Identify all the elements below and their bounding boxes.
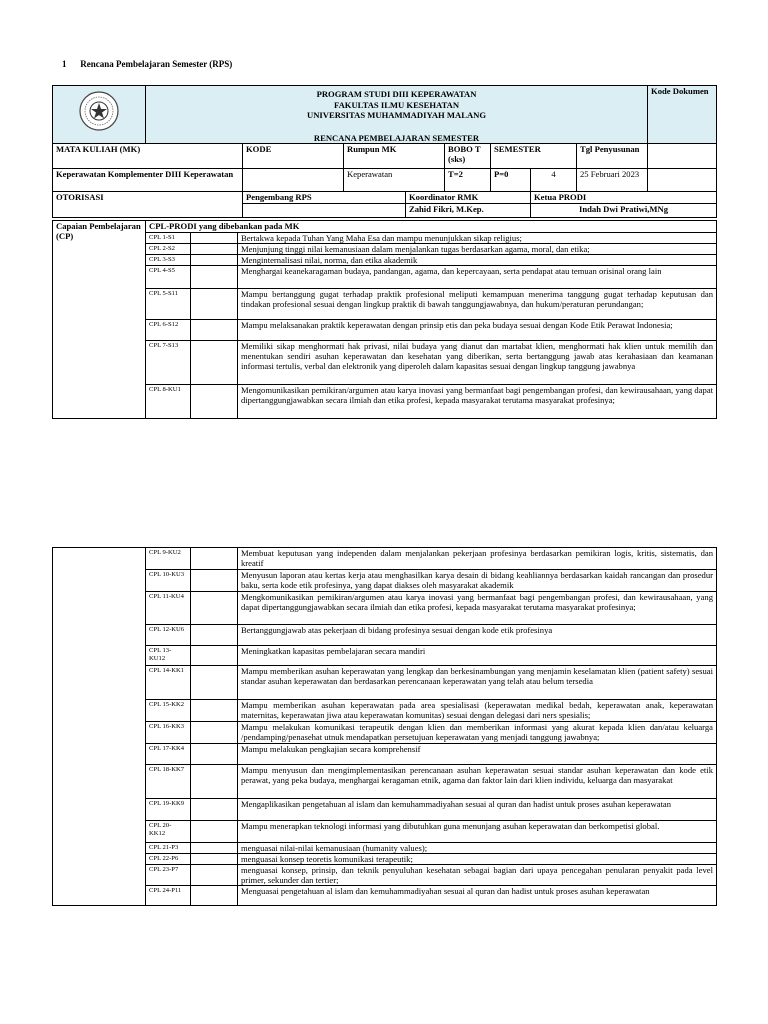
rmk-coordinator-name: Zahid Fikri, M.Kep. <box>406 204 531 218</box>
cpl-description: Mampu memberikan asuhan keperawatan yang lengkap dan berkesinambungan yang menjamin keselamatan klien (patient safety) sesuai standar asuhan keperawatan dan berdasarkan perencanaan keperawatan yang telah atau belum tersedia <box>238 666 717 700</box>
cpl-description: Mampu bertanggung gugat terhadap praktik profesional meliputi kemampuan menerima tanggung gugat terhadap keputusan dan tindakan profesional sesuai dengan lingkup praktik di bawah tanggungjawabnya, dan hukum/peraturan perundangan; <box>238 289 717 320</box>
cpl-code: CPL 7-S13 <box>146 341 191 385</box>
practice-credits: P=0 <box>491 169 531 192</box>
program-name: PROGRAM STUDI DIII KEPERAWATAN <box>316 89 477 99</box>
cpl-blank <box>191 886 238 906</box>
cpl-row <box>53 646 717 666</box>
faculty-name: FAKULTAS ILMU KESEHATAN <box>333 99 460 110</box>
semester-label: SEMESTER <box>491 144 577 169</box>
cpl-blank <box>191 765 238 799</box>
cpl-blank <box>191 700 238 722</box>
cpl-row <box>53 244 717 255</box>
cpl-description: Bertakwa kepada Tuhan Yang Maha Esa dan mampu menunjukkan sikap religius; <box>238 233 717 244</box>
cpl-row <box>53 799 717 821</box>
cpl-row <box>53 266 717 289</box>
cpl-code: CPL 22-P6 <box>146 854 191 865</box>
cpl-code: CPL 14-KK1 <box>146 666 191 700</box>
cpl-blank <box>191 843 238 854</box>
cpl-code: CPL 24-P11 <box>146 886 191 906</box>
cpl-row <box>53 289 717 320</box>
cpl-table-page-1 <box>52 220 717 419</box>
code-label: KODE <box>243 144 344 169</box>
cpl-description: menguasai nilai-nilai kemanusiaan (humanity values); <box>238 843 717 854</box>
cpl-row <box>53 843 717 854</box>
section-heading <box>62 59 232 69</box>
cpl-code: CPL 4-S5 <box>146 266 191 289</box>
cpl-blank <box>191 255 238 266</box>
cpl-blank <box>191 646 238 666</box>
compiled-date: 25 Februari 2023 <box>577 169 648 192</box>
cpl-code: CPL 11-KU4 <box>146 592 191 625</box>
cpl-row <box>53 666 717 700</box>
bobot-label: BOBO T (sks) <box>445 144 491 169</box>
cpl-description: Mampu menerapkan teknologi informasi yang dibutuhkan guna menunjang asuhan keperawatan dan berkompetisi global. <box>238 821 717 843</box>
course-rumpun: Keperawatan <box>344 169 445 192</box>
cpl-row <box>53 722 717 744</box>
head-of-program-name: Indah Dwi Pratiwi,MNg <box>531 204 717 218</box>
cpl-code: CPL 23-P7 <box>146 865 191 886</box>
cpl-row <box>53 821 717 843</box>
cpl-code: CPL 5-S11 <box>146 289 191 320</box>
cpl-blank <box>191 548 238 570</box>
university-name: UNIVERSITAS MUHAMMADIYAH MALANG <box>307 110 487 120</box>
cpl-blank <box>191 266 238 289</box>
section-number: 1 <box>62 59 67 69</box>
cpl-description: Memiliki sikap menghormati hak privasi, nilai budaya yang dianut dan martabat klien, menghormati hak klien untuk memilih dan menentukan sendiri asuhan keperawatan dan kesehatan yang diberikan, serta bertanggung jawab atas kerahasiaan dan keamanan informasi tertulis, verbal dan elektronik yang diperoleh dalam kapasitas sesuai dengan lingkup tanggung jawabnya <box>238 341 717 385</box>
cpl-row <box>53 865 717 886</box>
cpl-description: Mampu menyusun dan mengimplementasikan perencanaan asuhan keperawatan sesuai standar asuhan keperawatan dan kode etik perawat, yang peka budaya, menghargai keragaman etnik, agama dan faktor lain dari klien individu, keluarga dan masyarakat <box>238 765 717 799</box>
cpl-description: Menguasai pengetahuan al islam dan kemuhammadiyahan sesuai al quran dan hadist untuk proses asuhan keperawatan <box>238 886 717 906</box>
cpl-blank <box>191 865 238 886</box>
cpl-row <box>53 320 717 341</box>
cpl-description: Menyusun laporan atau kertas kerja atau menghasilkan karya desain di bidang keahliannya berdasarkan kaidah rancangan dan prosedur baku, serta kode etik profesinya, yang dapat diakses oleh masyarakat akademik <box>238 570 717 592</box>
cpl-blank <box>191 744 238 765</box>
date-label: Tgl Penyusunan <box>577 144 648 169</box>
cpl-row <box>53 744 717 765</box>
cpl-code: CPL 18-KK7 <box>146 765 191 799</box>
cpl-description: Menginternalisasi nilai, norma, dan etika akademik <box>238 255 717 266</box>
cpl-code: CPL 2-S2 <box>146 244 191 255</box>
semester-value: 4 <box>531 169 577 192</box>
cpl-code: CPL 6-S12 <box>146 320 191 341</box>
cp-label-continued <box>53 548 146 906</box>
course-name: Keperawatan Komplementer DIII Keperawatan <box>53 169 243 192</box>
document-code-label: Kode Dokumen <box>648 86 717 144</box>
cpl-description: Mampu melakukan komunikasi terapeutik dengan klien dan memberikan informasi yang akurat kepada klien dan/atau keluarga /pendamping/penasehat utnuk mendapatkan persetujuan keperawatan yang menjadi tanggung jawabnya; <box>238 722 717 744</box>
cpl-row <box>53 592 717 625</box>
document-title: RENCANA PEMBELAJARAN SEMESTER <box>313 132 480 143</box>
cpl-row <box>53 700 717 722</box>
cpl-description: Mampu melaksanakan praktik keperawatan dengan prinsip etis dan peka budaya sesuai dengan Kode Etik Perawat Indonesia; <box>238 320 717 341</box>
cpl-code: CPL 10-KU3 <box>146 570 191 592</box>
cpl-row <box>53 548 717 570</box>
course-label: MATA KULIAH (MK) <box>53 144 243 169</box>
cpl-blank <box>191 722 238 744</box>
cpl-row <box>53 625 717 646</box>
theory-credits: T=2 <box>445 169 491 192</box>
cpl-code: CPL 21-P3 <box>146 843 191 854</box>
cpl-blank <box>191 821 238 843</box>
cpl-description: Mengkomunikasikan pemikiran/argumen atau karya inovasi yang bermanfaat bagi pengembangan profesi, dan kewirausahaan, yang dapat dipertanggungjawabkan secara ilmiah dan etika profesi, kepada masyarakat terutama masyarakat profesinya; <box>238 592 717 625</box>
cpl-blank <box>191 625 238 646</box>
cpl-blank <box>191 385 238 419</box>
cpl-description: Menjunjung tinggi nilai kemanusiaan dalam menjalankan tugas berdasarkan agama, moral, dan etika; <box>238 244 717 255</box>
cpl-blank <box>191 592 238 625</box>
cpl-row <box>53 255 717 266</box>
cpl-code: CPL 3-S3 <box>146 255 191 266</box>
rumpun-label: Rumpun MK <box>344 144 445 169</box>
cpl-description: menguasai konsep teoretis komunikasi terapeutik; <box>238 854 717 865</box>
cpl-code: CPL 1-S1 <box>146 233 191 244</box>
institution-title <box>146 86 648 144</box>
cpl-blank <box>191 666 238 700</box>
cpl-blank <box>191 341 238 385</box>
cpl-blank <box>191 244 238 255</box>
cpl-description: Membuat keputusan yang independen dalam menjalankan pekerjaan profesinya berdasarkan pemikiran logis, kritis, sistematis, dan kreatif <box>238 548 717 570</box>
cpl-table-page-2 <box>52 547 717 906</box>
logo-cell <box>53 86 146 144</box>
cpl-code: CPL 20-KK12 <box>146 821 191 843</box>
cpl-description: Menghargai keanekaragaman budaya, pandangan, agama, dan kepercayaan, serta pendapat atau temuan orisinal orang lain <box>238 266 717 289</box>
cpl-code: CPL 19-KK9 <box>146 799 191 821</box>
cpl-row <box>53 765 717 799</box>
cpl-row <box>53 385 717 419</box>
cpl-code: CPL 17-KK4 <box>146 744 191 765</box>
cpl-description: Meningkatkan kapasitas pembelajaran secara mandiri <box>238 646 717 666</box>
head-of-program-label: Ketua PRODI <box>531 192 717 204</box>
cpl-code: CPL 16-KK3 <box>146 722 191 744</box>
rps-developer-name <box>243 204 406 218</box>
section-title: Rencana Pembelajaran Semester (RPS) <box>80 59 233 69</box>
rmk-coordinator-label: Koordinator RMK <box>406 192 531 204</box>
cpl-description: Bertanggungjawab atas pekerjaan di bidang profesinya sesuai dengan kode etik profesinya <box>238 625 717 646</box>
cpl-blank <box>191 570 238 592</box>
cpl-row <box>53 570 717 592</box>
cpl-description: Mengaplikasikan pengetahuan al islam dan kemuhammadiyahan sesuai al quran dan hadist untuk proses asuhan keperawatan <box>238 799 717 821</box>
cpl-code: CPL 15-KK2 <box>146 700 191 722</box>
cpl-blank <box>191 320 238 341</box>
cpl-code: CPL 8-KU1 <box>146 385 191 419</box>
cpl-description: Mengomunikasikan pemikiran/argumen atau karya inovasi yang bermanfaat bagi pengembangan profesi, dan kewirausahaan, yang dapat dipertanggungjawabkan secara ilmiah dan etika profesi, kepada masyarakat terutama masyarakat profesinya; <box>238 385 717 419</box>
cpl-row <box>53 233 717 244</box>
cpl-row <box>53 341 717 385</box>
cpl-blank <box>191 854 238 865</box>
cpl-row <box>53 886 717 906</box>
cpl-blank <box>191 289 238 320</box>
empty-cell <box>648 169 717 192</box>
university-logo-icon <box>78 90 120 132</box>
cpl-description: menguasai konsep, prinsip, dan teknik penyuluhan kesehatan sebagai bagian dari upaya pencegahan penularan penyakit pada level primer, sekunder dan tertier; <box>238 865 717 886</box>
cpl-prodi-subheader: CPL-PRODI yang dibebankan pada MK <box>146 221 717 233</box>
rps-developer-label: Pengembang RPS <box>243 192 406 204</box>
cpl-description: Mampu memberikan asuhan keperawatan pada area spesialisasi (keperawatan medikal bedah, keperawatan anak, keperawatan maternitas, keperawatan jiwa atau keperawatan komunitas) sesuai dengan delegasi dari ners spesialis; <box>238 700 717 722</box>
cpl-blank <box>191 233 238 244</box>
authorization-label: OTORISASI <box>53 192 243 218</box>
course-code <box>243 169 344 192</box>
cpl-code: CPL 12-KU6 <box>146 625 191 646</box>
cp-label: Capaian Pembelajaran (CP) <box>53 221 146 419</box>
cpl-code: CPL 9-KU2 <box>146 548 191 570</box>
cpl-code: CPL 13-KU12 <box>146 646 191 666</box>
rps-header-table <box>52 85 717 218</box>
cpl-description: Mampu melakukan pengkajian secara komprehensif <box>238 744 717 765</box>
cpl-blank <box>191 799 238 821</box>
empty-cell <box>648 144 717 169</box>
cpl-row <box>53 854 717 865</box>
